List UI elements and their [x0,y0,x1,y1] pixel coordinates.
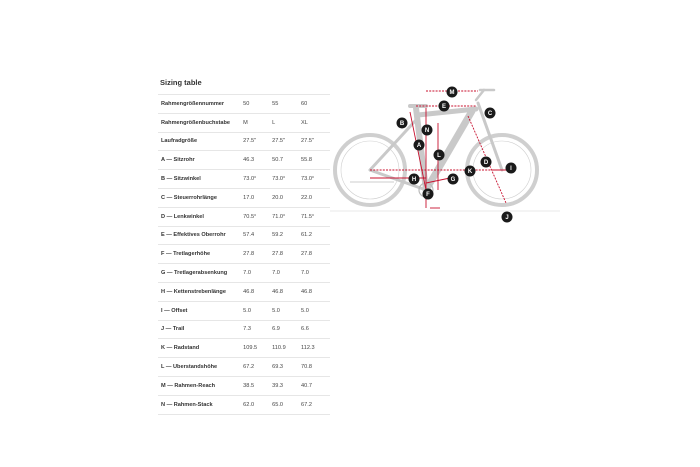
marker-label: C [487,111,493,118]
row-value: 50 [243,100,250,107]
marker-label: H [411,177,417,184]
row-label: E — Effektives Oberrohr [161,232,226,239]
table-row [158,358,330,377]
row-label: K — Radstand [161,345,200,352]
row-label: A — Sitzrohr [161,157,195,164]
marker-label: K [467,169,473,176]
row-value: 61.2 [301,232,312,239]
table-row [158,189,330,208]
row-label: M — Rahmen-Reach [161,382,216,389]
row-label: C — Steuerrohrlänge [161,194,217,201]
row-label: D — Lenkwinkel [161,213,204,220]
row-value: 73.0° [301,176,315,183]
row-label: L — Überstandshöhe [161,364,218,371]
table-row [158,302,330,321]
row-value: 71.0° [272,213,286,220]
row-value: 27.8 [243,251,255,258]
row-label: Rahmengrößenbuchstabe [161,119,230,126]
row-value: 73.0° [243,176,257,183]
table-row [158,227,330,246]
row-label: Rahmengrößennummer [161,100,225,107]
row-value: 59.2 [272,232,283,239]
row-value: 20.0 [272,194,283,201]
table-row [158,283,330,302]
row-label: J — Trail [161,326,185,333]
row-value: 22.0 [301,194,312,201]
marker-label: F [426,192,430,199]
row-value: 67.2 [243,364,255,371]
row-label: B — Sitzwinkel [161,176,201,183]
row-value: 39.3 [272,382,283,389]
marker-l [434,150,445,161]
row-value: 6.9 [272,326,280,333]
marker-h [409,174,420,185]
row-value: 70.8 [301,364,312,371]
row-value: 27.5" [243,138,257,145]
row-value: 5.0 [301,307,309,314]
row-value: 112.3 [301,345,315,352]
row-value: 27.8 [272,251,283,258]
row-value: 5.0 [272,307,280,314]
marker-n [422,125,433,136]
row-value: 70.5° [243,213,257,220]
bike-geometry-diagram [330,78,560,228]
table-row [158,321,330,340]
marker-label: N [424,128,430,135]
marker-k [465,166,476,177]
marker-f [423,189,434,200]
row-value: 110.9 [272,345,286,352]
sizing-table-title: Sizing table [160,78,202,87]
table-row [158,133,330,152]
table-row [158,264,330,283]
row-value: 62.0 [243,401,255,408]
sizing-table [158,94,330,415]
row-value: 5.0 [243,307,251,314]
row-value: XL [301,119,308,126]
marker-label: J [505,215,509,222]
marker-label: M [449,90,455,97]
marker-g [448,174,459,185]
marker-label: I [510,166,512,173]
marker-label: L [437,153,441,160]
row-value: 71.5° [301,213,315,220]
row-label: H — Kettenstrebenlänge [161,288,226,295]
row-value: 60 [301,100,308,107]
row-label: N — Rahmen-Stack [161,401,213,408]
marker-label: G [450,177,456,184]
table-row [158,377,330,396]
row-value: 7.0 [243,270,251,277]
marker-label: D [483,160,489,167]
row-value: 7.3 [243,326,251,333]
row-value: 27.8 [301,251,312,258]
table-row [158,396,330,415]
row-value: 40.7 [301,382,312,389]
marker-j [502,212,513,223]
marker-b [397,118,408,129]
table-row [158,151,330,170]
table-row [158,245,330,264]
row-value: 27.5" [272,138,285,145]
marker-c [485,108,496,119]
row-label: I — Offset [161,307,188,314]
row-value: 57.4 [243,232,255,239]
row-value: 38.5 [243,382,255,389]
table-row [158,114,330,133]
table-row [158,339,330,358]
row-value: 7.0 [272,270,280,277]
row-value: 46.3 [243,157,255,164]
table-row [158,94,330,114]
marker-e [439,101,450,112]
row-label: Laufradgröße [161,138,198,145]
table-row [158,208,330,227]
table-row [158,170,330,189]
row-value: 46.8 [243,288,255,295]
row-value: 73.0° [272,176,286,183]
row-label: G — Tretlagerabsenkung [161,270,228,277]
marker-m [447,87,458,98]
row-value: 109.5 [243,345,258,352]
marker-d [481,157,492,168]
marker-label: B [399,121,405,128]
row-value: L [272,119,276,126]
row-value: 67.2 [301,401,312,408]
row-value: 27.5" [301,138,314,145]
row-value: 55 [272,100,279,107]
row-value: 55.8 [301,157,312,164]
marker-label: A [416,143,422,150]
marker-a [414,140,425,151]
marker-i [506,163,517,174]
row-value: M [243,119,248,126]
row-value: 46.8 [272,288,283,295]
row-value: 6.6 [301,326,309,333]
row-value: 17.0 [243,194,255,201]
row-value: 69.3 [272,364,283,371]
row-value: 65.0 [272,401,283,408]
row-value: 46.8 [301,288,312,295]
marker-label: E [441,104,447,111]
row-value: 50.7 [272,157,283,164]
row-label: F — Tretlagerhöhe [161,251,211,258]
row-value: 7.0 [301,270,309,277]
